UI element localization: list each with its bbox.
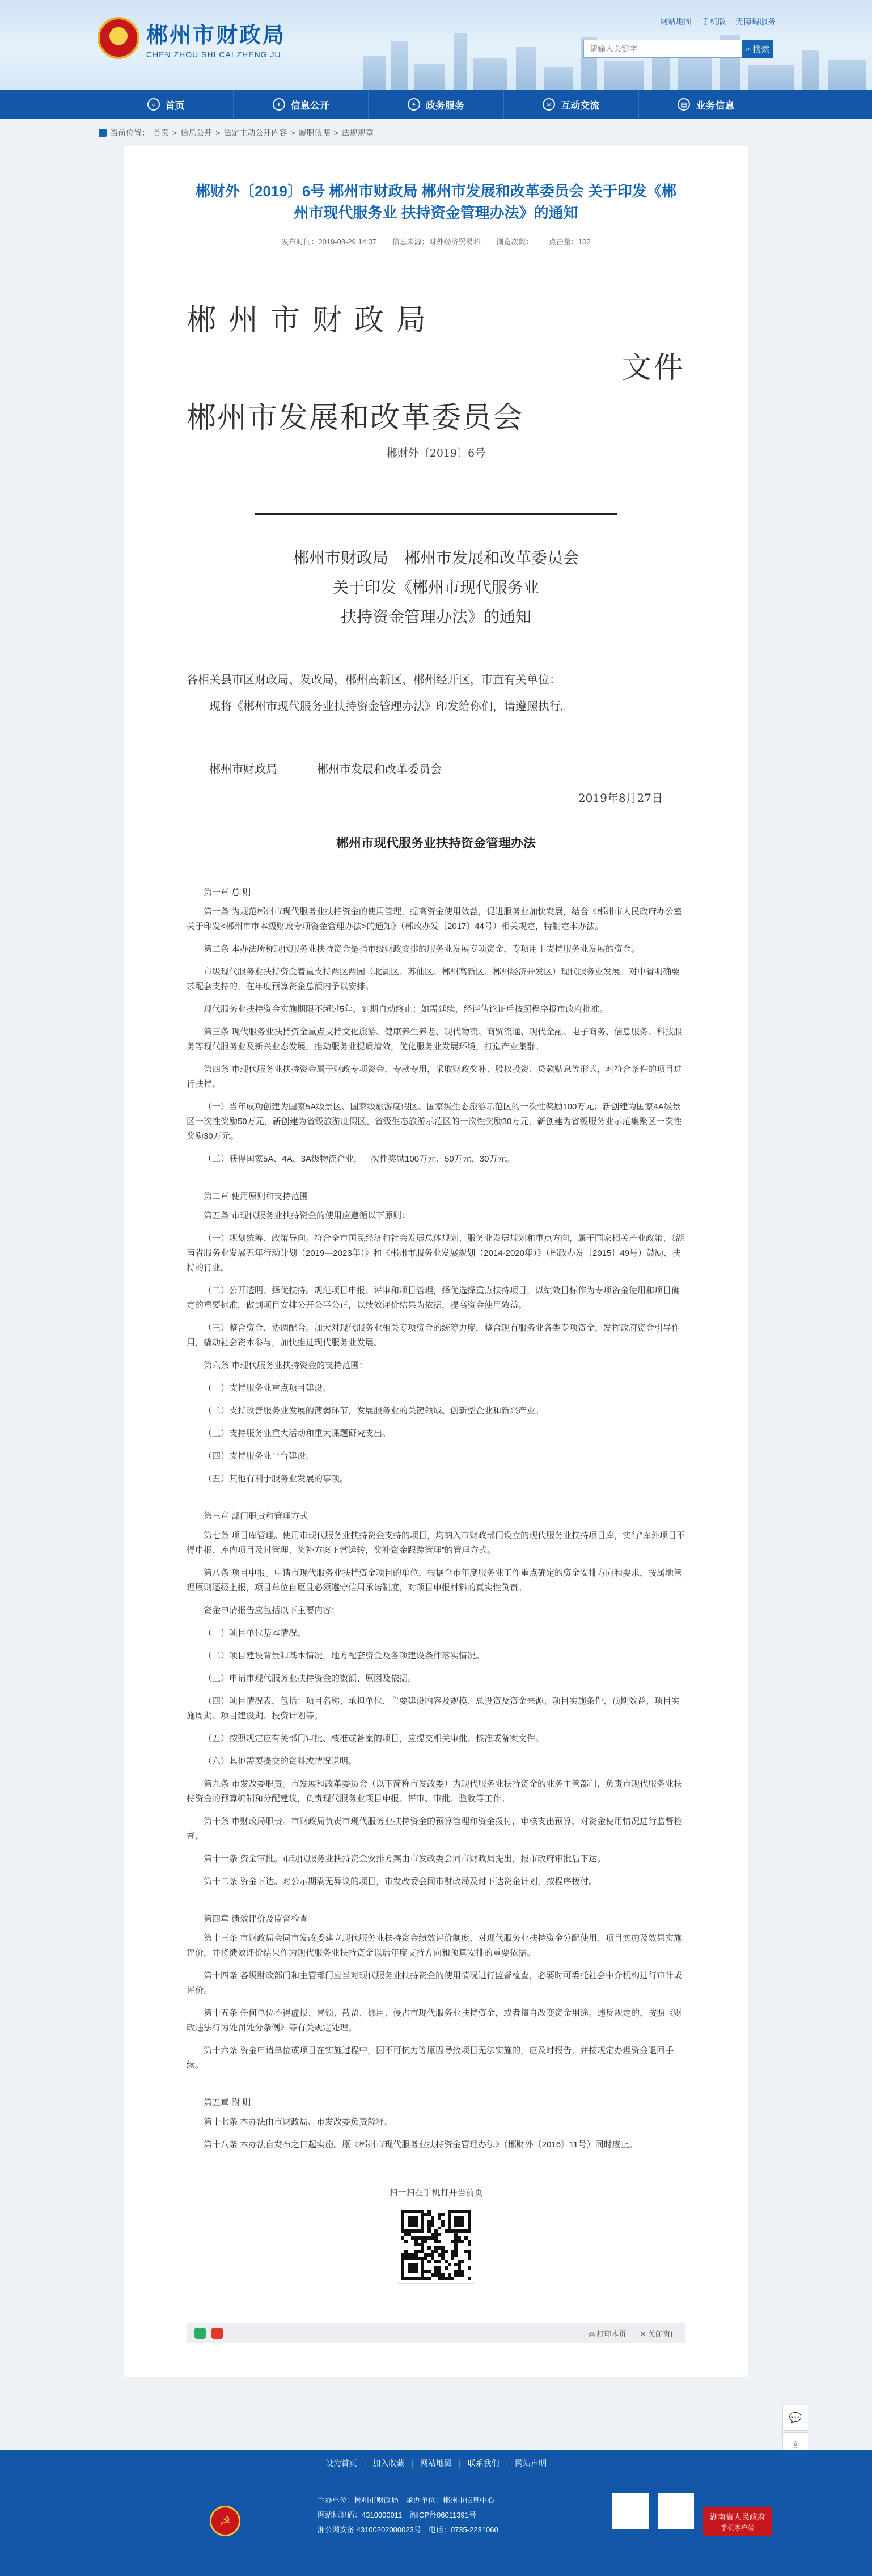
article-meta	[187, 236, 685, 257]
policy-paragraph: 第十六条 资金申请单位或项目在实施过程中，因不可抗力等原因导致项目无法实施的，应及时报告，并按规定办理资金退回手续。	[187, 2046, 674, 2070]
breadcrumb-regulations[interactable]: 法规规章	[341, 128, 374, 137]
policy-paragraph: （一）项目单位基本情况。	[204, 1628, 306, 1638]
top-links	[660, 16, 776, 27]
nav-interaction[interactable]	[504, 90, 639, 119]
breadcrumb-separator: >	[290, 128, 295, 137]
footer-link-sitemap[interactable]: 网站地图	[420, 2458, 452, 2468]
article	[124, 146, 748, 2377]
chat-icon: ✉	[543, 98, 555, 111]
location-icon	[99, 129, 107, 137]
site-footer	[0, 2450, 872, 2576]
home-icon: ⌂	[147, 98, 160, 111]
policy-paragraph: （一）当年成功创建为国家5A级景区、国家级旅游度假区、国家级生态旅游示范区的一次性奖励100万元；新创建为国家4A级景区一次性奖励50万元，新创建为省级旅游度假区、省级生态旅游示范区的一次性奖励30万元，新创建为省级服务业示范集聚区一次性奖励30万元。	[187, 1102, 682, 1141]
nav-label: 政务服务	[426, 100, 464, 111]
policy-paragraph: 第十五条 任何单位不得虚报、冒领、截留、挪用、侵占市现代服务业扶持资金，或者擅自改变资金用途。违反规定的，按照《财政违法行为处罚处分条例》等有关规定处理。	[187, 2008, 683, 2033]
policy-paragraph: （三）申请市现代服务业扶持资金的数额、原因及依据。	[204, 1674, 417, 1683]
nav-business[interactable]	[639, 90, 773, 119]
city-skyline-decoration	[352, 27, 872, 90]
service-icon: ✦	[408, 98, 420, 111]
document-number: 郴财外〔2019〕6号	[386, 447, 486, 459]
chapter-heading: 第四章 绩效评价及监督检查	[204, 1914, 308, 1924]
footer-line: 网站标识码：4310000011 湘ICP备06011391号	[318, 2511, 476, 2519]
nav-info-public[interactable]	[234, 90, 369, 119]
policy-paragraph: 第十条 市财政局职责。市财政局负责市现代服务业扶持资金的预算管理和资金拨付，审核支出预算，对资金使用情况进行监督检查。	[187, 1817, 683, 1841]
policy-paragraph: 第八条 项目申报。申请市现代服务业扶持资金项目的单位，根据全市年度服务业工作重点确定的资金安排方向和要求，按属地管理原则逐级上报，项目单位自愿且必须遵守信用承诺制度，对项目申报材料的真实性负责。	[187, 1568, 683, 1593]
share-icons	[194, 2328, 223, 2339]
info-source: 信息来源：对外经济贸易科	[392, 238, 481, 246]
qr-area	[187, 2186, 685, 2283]
notice-title	[187, 543, 685, 632]
policy-paragraph: 第三条 现代服务业扶持资金重点支持文化旅游、健康养生养老、现代物流、商贸流通、现代金融、电子商务、信息服务、科技服务等现代服务业及新兴业态发展，推动服务业提质增效，优化服务业发展环境，打造产业集群。	[187, 1027, 683, 1051]
search-button-label: 搜索	[752, 44, 770, 54]
close-window-button[interactable]: ✕ 关闭窗口	[640, 2329, 678, 2338]
policy-title: 郴州市现代服务业扶持资金管理办法	[336, 836, 536, 850]
search-button[interactable]	[742, 40, 773, 58]
nav-home[interactable]	[99, 90, 234, 119]
signers	[187, 760, 685, 776]
breadcrumb-separator: >	[172, 128, 177, 137]
nav-label: 互动交流	[561, 100, 600, 111]
policy-paragraph: 第二条 本办法所称现代服务业扶持资金是指市级财政安排的服务业发展专项资金，专项用于支持服务业发展的资金。	[204, 944, 640, 954]
policy-paragraph: （一）支持服务业重点项目建设。	[204, 1383, 332, 1393]
nav-label: 首页	[165, 100, 185, 111]
chapter-heading: 第一章 总 则	[204, 888, 251, 897]
notice-title-line: 扶持资金管理办法》的通知	[340, 607, 531, 626]
policy-paragraph: （三）支持服务业重大活动和重大课题研究支出。	[204, 1429, 391, 1438]
policy-body	[187, 885, 685, 2152]
close-label: 关闭窗口	[647, 2329, 678, 2338]
footer-link-contact[interactable]: 联系我们	[467, 2458, 500, 2468]
footer-link-favorite[interactable]: 加入收藏	[372, 2458, 405, 2468]
document-divider	[255, 513, 617, 515]
signer: 郴州市财政局	[209, 762, 277, 776]
policy-paragraph: （二）获得国家5A、4A、3A级物流企业，一次性奖励100万元、50万元、30万元。	[204, 1154, 515, 1164]
main-nav	[0, 90, 872, 119]
policy-paragraph: 第十三条 市财政局会同市发改委建立现代服务业扶持资金绩效评价制度，对现代服务业扶持资金分配使用、项目实施及效果实施评价，并将绩效评价结果作为现代服务业扶持资金以后年度支持方向和预算安排的重要依据。	[187, 1933, 683, 1958]
print-label: 打印本页	[596, 2329, 627, 2338]
issuer-development-commission: 郴州市发展和改革委员会	[187, 401, 524, 435]
footer-link-statement[interactable]: 网站声明	[515, 2458, 547, 2468]
breadcrumb-separator: >	[215, 128, 221, 137]
click-count: 点击量：102	[548, 238, 591, 246]
nav-label: 信息公开	[290, 100, 329, 111]
breadcrumb-separator: >	[333, 128, 338, 137]
policy-paragraph: 第十八条 本办法自发布之日起实施。原《郴州市现代服务业扶持资金管理办法》（郴财外〔2016〕11号）同时废止。	[204, 2140, 638, 2150]
notice-body: 现将《郴州市现代服务业扶持资金管理办法》印发给你们，请遵照执行。	[209, 699, 572, 713]
chapter-heading: 第二章 使用原则和支持范围	[204, 1192, 308, 1201]
publish-time: 发布时间：2019-08-29 14:37	[281, 238, 377, 246]
policy-paragraph: （一）规划统筹、政策导向。符合全市国民经济和社会发展总体规划、服务业发展规划和重点方向，属于国家相关产业政策、《湖南省服务业发展五年行动计划（2019—2023年）》和《郴州市服务业发展规划（2014-2020年）》（郴政办发〔2015〕49号）鼓励、扶持的行业。	[187, 1234, 684, 1273]
policy-paragraph: （五）按照规定应有关部门审批、核准或备案的项目，应提交相关审批、核准或备案文件。	[204, 1734, 544, 1743]
chapter-heading: 第五章 附 则	[204, 2098, 251, 2108]
footer-line: 主办单位：郴州市财政局 承办单位：郴州市信息中心	[318, 2496, 495, 2505]
policy-paragraph: （六）其他需要提交的资料或情况说明。	[204, 1756, 357, 1766]
breadcrumb	[99, 119, 773, 146]
policy-paragraph: 第七条 项目库管理。使用市现代服务业扶持资金支持的项目，均纳入市财政部门设立的现代服务业扶持项目库，实行“库外项目不得申报、库内项目及时管理、奖补方案正常运转，奖补资金跟踪管理”的管理方式。	[187, 1531, 685, 1555]
policy-paragraph: （四）支持服务业平台建设。	[204, 1451, 315, 1461]
addressee: 各相关县市区财政局、发改局，郴州高新区、郴州经开区，市直有关单位：	[187, 673, 561, 686]
site-name-en: CHEN ZHOU SHI CAI ZHENG JU	[146, 49, 281, 59]
breadcrumb-home[interactable]: 首页	[153, 128, 169, 137]
article-title: 郴财外〔2019〕6号 郴州市财政局 郴州市发展和改革委员会 关于印发《郴州市现代服务业 扶持资金管理办法》的通知	[196, 183, 676, 221]
notice-title-line: 关于印发《郴州市现代服务业	[332, 578, 539, 597]
policy-paragraph: （二）公开透明、择优扶持。规范项目申报、评审和项目管理，择优选择重点扶持项目，以绩效目标作为专项资金使用和项目确定的重要标准，做到项目安排公开公平公正，以绩效评价结果为依据，提高资金使用效益。	[187, 1286, 680, 1310]
breadcrumb-info-public[interactable]: 信息公开	[180, 128, 213, 137]
gov-app-badge[interactable]	[703, 2507, 772, 2536]
party-emblem-icon[interactable]: ☭	[210, 2506, 240, 2536]
business-icon: ▤	[678, 98, 690, 111]
view-count: 浏览次数：	[496, 238, 534, 246]
info-icon: i	[273, 98, 285, 111]
breadcrumb-prefix: 当前位置：	[110, 128, 150, 137]
search-icon: ⌕	[745, 44, 751, 54]
policy-paragraph: （三）整合资金、协调配合。加大对现代服务业相关专项资金的统筹力度，整合现有服务业各类专项资金，发挥政府资金引导作用，撬动社会资本参与，加快推进现代服务业发展。	[187, 1323, 680, 1348]
search-box	[583, 40, 773, 58]
footer-info	[318, 2493, 498, 2537]
badge-line: 湖南省人民政府	[710, 2512, 765, 2522]
footer-line: 湘公网安备 43100202000023号 电话：0735-2231060	[318, 2526, 498, 2534]
footer-link-set-home[interactable]: 设为首页	[325, 2458, 357, 2468]
share-icon[interactable]: ⇪	[782, 2432, 808, 2458]
policy-paragraph: 第九条 市发改委职责。市发展和改革委员会（以下简称市发改委）为现代服务业扶持资金的业务主管部门，负责市现代服务业扶持资金的预算编制和分配建议，负责现代服务业项目申报、评审、审批、验收等工作。	[187, 1779, 683, 1804]
national-emblem-icon: ★	[98, 17, 139, 59]
chat-bubble-icon[interactable]: 💬	[782, 2405, 808, 2431]
document-word: 文件	[621, 351, 685, 385]
share-bar	[187, 2323, 685, 2343]
policy-paragraph: （五）其他有利于服务业发展的事项。	[204, 1474, 349, 1484]
policy-paragraph: （二）项目建设背景和基本情况，地方配套资金及各项建设条件落实情况。	[204, 1651, 485, 1661]
footer-qr-code	[658, 2493, 694, 2529]
qr-caption: 扫一扫在手机打开当前页	[389, 2188, 483, 2198]
badge-line: 手机客户端	[720, 2523, 755, 2532]
site-header	[0, 0, 872, 90]
mobile-link[interactable]: 手机版	[702, 17, 726, 26]
sitemap-link[interactable]: 网站地图	[660, 17, 692, 26]
policy-paragraph: （四）项目情况表，包括：项目名称、承担单位、主要建设内容及规模、总投资及资金来源、项目实施条件、预期效益、项目实施周期、项目建设期、投资计划等。	[187, 1696, 680, 1721]
issuer-finance-bureau: 郴州市财政局	[187, 303, 439, 337]
breadcrumb-duties[interactable]: 履职依据	[298, 128, 331, 137]
notice-title-line: 郴州市财政局 郴州市发展和改革委员会	[293, 548, 579, 567]
policy-paragraph: 第一条 为规范郴州市现代服务业扶持资金的使用管理，提高资金使用效益，促进服务业加快发展，结合《郴州市人民政府办公室关于印发<郴州市市本级财政专项资金管理办法>的通知》（郴政办发〔2017〕44号）相关规定，特制定本办法。	[187, 907, 683, 931]
sign-date: 2019年8月27日	[578, 791, 663, 805]
policy-paragraph: 第五条 市现代服务业扶持资金的使用应遵循以下原则：	[204, 1211, 410, 1221]
print-button[interactable]: ⎙ 打印本页	[589, 2329, 627, 2338]
site-logo[interactable]	[98, 17, 286, 59]
footer-links: 设为首页 | 加入收藏 | 网站地图 | 联系我们 | 网站声明	[0, 2450, 872, 2476]
chapter-heading: 第三章 部门职责和管理方式	[204, 1511, 308, 1521]
policy-paragraph: 第十七条 本办法由市财政局、市发改委负责解释。	[204, 2117, 393, 2127]
weibo-share-icon[interactable]	[211, 2328, 223, 2339]
wechat-share-icon[interactable]	[194, 2328, 206, 2339]
policy-paragraph: 第十二条 资金下达。对公示期满无异议的项目，市发改委会同市财政局及时下达资金计划，按程序拨付。	[204, 1877, 598, 1886]
footer-qr-code	[612, 2493, 649, 2529]
signer: 郴州市发展和改革委员会	[317, 762, 442, 776]
policy-paragraph: 第十四条 各级财政部门和主管部门应当对现代服务业扶持资金的使用情况进行监督检查，必要时可委托社会中介机构进行审计或评价。	[187, 1971, 683, 1995]
policy-paragraph: 第六条 市现代服务业扶持资金的支持范围：	[204, 1361, 368, 1370]
policy-paragraph: 现代服务业扶持资金实施期限不超过5年，到期自动终止；如需延续，经评估论证后按照程序报市政府批准。	[204, 1004, 608, 1014]
policy-paragraph: 第四条 市现代服务业扶持资金属于财政专项资金，专款专用，采取财政奖补、股权投资、贷款贴息等形式，对符合条件的项目进行扶持。	[187, 1065, 683, 1089]
policy-paragraph: 资金申请报告应包括以下主要内容：	[204, 1606, 340, 1615]
nav-label: 业务信息	[696, 100, 735, 111]
breadcrumb-statutory[interactable]: 法定主动公开内容	[223, 128, 287, 137]
policy-paragraph: 市级现代服务业扶持资金着重支持两区两园（北湖区、苏仙区、郴州高新区、郴州经济开发区）现代服务业发展。对中省明确要求配套支持的，在年度预算资金总额内予以安排。	[187, 967, 680, 991]
policy-paragraph: 第十一条 资金审批。市现代服务业扶持资金安排方案由市发改委会同市财政局提出，报市政府审批后下达。	[204, 1854, 606, 1864]
accessibility-link[interactable]: 无障碍服务	[736, 17, 776, 26]
policy-paragraph: （二）支持改善服务业发展的薄弱环节，发展服务业的关键领域、创新型企业和新兴产业。	[204, 1406, 544, 1416]
qr-code	[397, 2206, 475, 2283]
nav-services[interactable]	[369, 90, 503, 119]
document-header	[187, 257, 685, 445]
search-input[interactable]	[583, 40, 742, 58]
site-name: 郴州市财政局	[146, 22, 286, 48]
